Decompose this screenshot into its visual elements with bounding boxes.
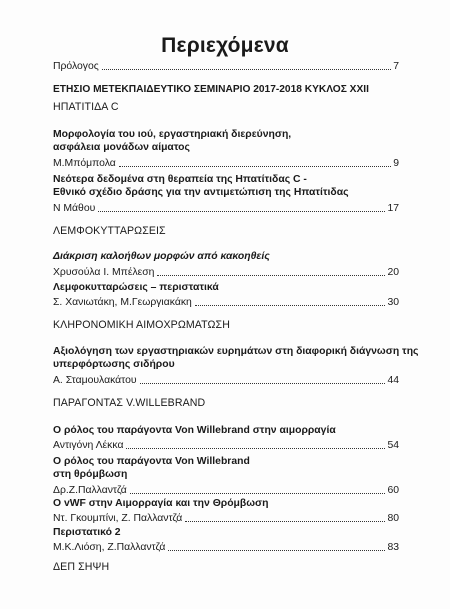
seminar-header: ΕΤΗΣΙΟ ΜΕΤΕΚΠΑΙΔΕΥΤΙΚΟ ΣΕΜΙΝΑΡΙΟ 2017-2018 ΚΥΚΛΟΣ XXII — [53, 84, 369, 95]
page-number: 54 — [387, 440, 399, 451]
entry-title-line: Νεότερα δεδομένα στη θεραπεία της Ηπατίτιδας C - — [53, 174, 307, 185]
entry-author: Μ.Κ.Λιόση, Ζ.Παλλαντζά — [53, 542, 166, 553]
entry-author: Σ. Χανιωτάκη, Μ.Γεωργιακάκη — [53, 297, 192, 308]
entry-author: Ν Μάθου — [53, 203, 96, 214]
dot-leader — [140, 383, 386, 384]
entry-title-line: Λεμφοκυτταρώσεις – περιστατικά — [53, 282, 219, 293]
entry-title-line: Αξιολόγηση των εργαστηριακών ευρημάτων στη διαφορική διάγνωση της — [53, 346, 419, 357]
page-number: 80 — [387, 513, 399, 524]
dot-leader — [195, 305, 386, 306]
dot-leader — [168, 550, 385, 551]
entry-title-line: Εθνικό σχέδιο δράσης για την αντιμετώπιση της Ηπατίτιδας — [53, 187, 349, 198]
page-number: 7 — [393, 61, 399, 72]
toc-entry — [53, 484, 399, 497]
dot-leader — [185, 521, 385, 522]
page-number: 17 — [387, 203, 399, 214]
page-number: 44 — [387, 375, 399, 386]
dot-leader — [119, 166, 391, 167]
page-number: 30 — [387, 297, 399, 308]
entry-title-line: ασφάλεια μονάδων αίματος — [53, 142, 190, 153]
dot-leader — [98, 211, 385, 212]
entry-title-line: Ο vWF στην Αιμορραγία και την Θρόμβωση — [53, 498, 269, 509]
section-heading: ΗΠΑΤΙΤΙΔΑ C — [53, 101, 119, 113]
entry-title-line: υπερφόρτωσης σιδήρου — [53, 359, 175, 370]
dot-leader — [126, 448, 385, 449]
toc-entry — [53, 266, 399, 279]
toc-entry — [53, 541, 399, 554]
entry-author: Αντιγόνη Λέκκα — [53, 440, 124, 451]
dot-leader — [157, 275, 385, 276]
dot-leader — [130, 493, 386, 494]
dot-leader — [102, 69, 391, 70]
entry-title-line: Ο ρόλος του παράγοντα Von Willebrand στην αιμορραγία — [53, 425, 336, 436]
section-heading: ΚΛΗΡΟΝΟΜΙΚΗ ΑΙΜΟΧΡΩΜΑΤΩΣΗ — [53, 319, 230, 331]
page-title: Περιεχόμενα — [161, 34, 289, 57]
entry-title-line: Μορφολογία του ιού, εργαστηριακή διερεύνηση, — [53, 129, 292, 140]
entry-title-line: Περιστατικό 2 — [53, 527, 121, 538]
toc-entry — [53, 202, 399, 215]
entry-title-line: Διάκριση καλοήθων μορφών από κακοηθείς — [53, 251, 270, 262]
entry-author: Χρυσούλα Ι. Μπέλεση — [53, 267, 155, 278]
entry-author: Δρ.Ζ.Παλλαντζά — [53, 485, 127, 496]
toc-entry — [53, 512, 399, 525]
toc-entry — [53, 296, 399, 309]
page-number: 20 — [387, 267, 399, 278]
section-heading: ΔΕΠ ΣΗΨΗ — [53, 561, 110, 573]
entry-title-line: στη θρόμβωση — [53, 469, 128, 480]
toc-entry — [53, 157, 399, 170]
entry-author: Ντ. Γκουμπίνι, Ζ. Παλλαντζά — [53, 513, 183, 524]
section-heading: ΛΕΜΦΟΚΥΤΤΑΡΩΣΕΙΣ — [53, 225, 166, 237]
entry-label: Πρόλογος — [53, 61, 99, 72]
page-number: 9 — [393, 158, 399, 169]
page-number: 83 — [387, 542, 399, 553]
page-number: 60 — [387, 485, 399, 496]
entry-author: Μ.Μπόμπολα — [53, 158, 116, 169]
toc-entry — [53, 374, 399, 387]
toc-entry-prologue — [53, 60, 399, 73]
section-heading: ΠΑΡΑΓΟΝΤΑΣ V.WILLEBRAND — [53, 397, 206, 409]
entry-title-line: Ο ρόλος του παράγοντα Von Willebrand — [53, 456, 250, 467]
entry-author: Α. Σταμουλακάτου — [53, 375, 137, 386]
toc-entry — [53, 439, 399, 452]
